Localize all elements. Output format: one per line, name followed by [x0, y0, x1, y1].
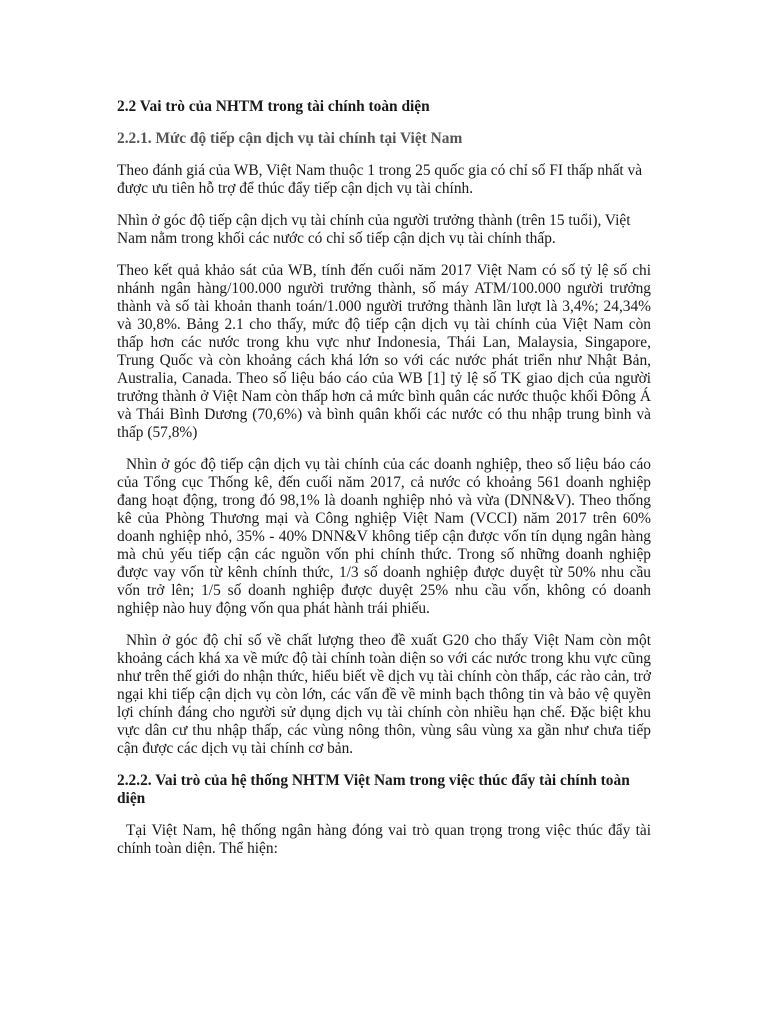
paragraph-fi-ranking: Theo đánh giá của WB, Việt Nam thuộc 1 trong 25 quốc gia có chỉ số FI thấp nhất và được ưu tiên hỗ trợ để thúc đẩy tiếp cận dịch vụ tài chính. [117, 162, 643, 197]
subsection-1-title: 2.2.1. Mức độ tiếp cận dịch vụ tài chính tại Việt Nam [117, 130, 463, 147]
paragraph-enterprise-access: Nhìn ở góc độ tiếp cận dịch vụ tài chính của các doanh nghiệp, theo số liệu báo cáo của Tổng cục Thống kê, đến cuối năm 2017, cả nước có khoảng 561 doanh nghiệp đang hoạt động, trong đó 98,1% là doanh nghiệp nhỏ và vừa (DNN&V). Theo thống kê của Phòng Thương mại và Công nghiệp Việt Nam (VCCI) năm 2017 trên 60% doanh nghiệp nhỏ, 35% - 40% DNN&V không tiếp cận được vốn tín dụng ngân hàng mà chủ yếu tiếp cận các nguồn vốn phi chính thức. Trong số những doanh nghiệp được vay vốn từ kênh chính thức, 1/3 số doanh nghiệp được duyệt từ 50% nhu cầu vốn trở lên; 1/5 số doanh nghiệp được duyệt 25% nhu cầu vốn, không có doanh nghiệp nào huy động vốn qua phát hành trái phiếu. [117, 456, 651, 617]
paragraph-wb-survey: Theo kết quả khảo sát của WB, tính đến cuối năm 2017 Việt Nam có số tỷ lệ số chi nhánh ngân hàng/100.000 người trưởng thành, số máy ATM/100.000 người trưởng thành và số tài khoản thanh toán/1.000 người trưởng thành lần lượt là 3,4%; 24,34% và 30,8%. Bảng 2.1 cho thấy, mức độ tiếp cận dịch vụ tài chính của Việt Nam còn thấp hơn các nước trong khu vực như Indonesia, Thái Lan, Malaysia, Singapore, Trung Quốc và còn khoảng cách khá lớn so với các nước phát triển như Nhật Bản, Australia, Canada. Theo số liệu báo cáo của WB [1] tỷ lệ số TK giao dịch của người trưởng thành ở Việt Nam còn thấp hơn cả mức bình quân các nước thuộc khối Đông Á và Thái Bình Dương (70,6%) và bình quân khối các nước có thu nhập trung bình và thấp (57,8%) [117, 262, 651, 441]
paragraph-adult-access: Nhìn ở góc độ tiếp cận dịch vụ tài chính của người trưởng thành (trên 15 tuổi), Việt Nam nằm trong khối các nước có chỉ số tiếp cận dịch vụ tài chính thấp. [117, 212, 631, 247]
section-title: 2.2 Vai trò của NHTM trong tài chính toàn diện [117, 98, 430, 115]
subsection-2-title: 2.2.2. Vai trò của hệ thống NHTM Việt Nam trong việc thúc đẩy tài chính toàn diện [117, 772, 630, 807]
document-page [117, 98, 651, 872]
paragraph-g20-quality: Nhìn ở góc độ chỉ số về chất lượng theo đề xuất G20 cho thấy Việt Nam còn một khoảng cách khá xa về mức độ tài chính toàn diện so với các nước trong khu vực cũng như trên thế giới do nhận thức, hiểu biết về dịch vụ tài chính còn thấp, các rào cản, trở ngại khi tiếp cận dịch vụ còn lớn, các vấn đề về minh bạch thông tin và bảo vệ quyền lợi chính đáng cho người sử dụng dịch vụ tài chính còn nhiều hạn chế. Đặc biệt khu vực dân cư thu nhập thấp, các vùng nông thôn, vùng sâu vùng xa gần như chưa tiếp cận được các dịch vụ tài chính cơ bản. [117, 632, 651, 757]
paragraph-bank-role: Tại Việt Nam, hệ thống ngân hàng đóng vai trò quan trọng trong việc thúc đẩy tài chính toàn diện. Thể hiện: [117, 822, 651, 857]
